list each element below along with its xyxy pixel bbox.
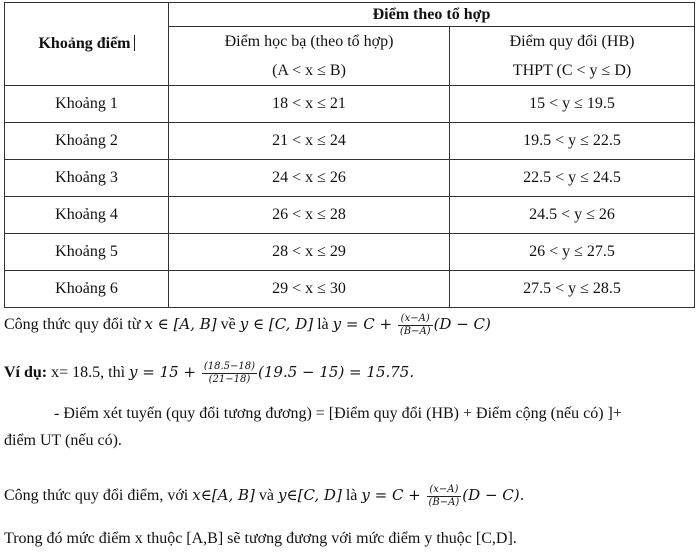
fraction bbox=[398, 313, 433, 338]
domain-x: x ∈ [A, B] bbox=[144, 315, 217, 334]
converted-header-line1: Điểm quy đổi (HB) bbox=[509, 33, 635, 50]
formula-la: là bbox=[313, 316, 333, 334]
thpt-cell: 24.5 < y ≤ 26 bbox=[450, 197, 695, 234]
hb-cell: 29 < x ≤ 30 bbox=[169, 271, 450, 308]
fraction bbox=[427, 484, 462, 509]
table-row bbox=[5, 123, 695, 160]
formula-mid: và bbox=[254, 487, 279, 505]
hb-cell: 18 < x ≤ 21 bbox=[169, 86, 450, 123]
fraction bbox=[202, 361, 257, 386]
hb-score-header bbox=[169, 27, 450, 86]
hb-cell: 26 < x ≤ 28 bbox=[169, 197, 450, 234]
converted-header-line2: THPT (C < y ≤ D) bbox=[512, 62, 632, 79]
range-cell: Khoảng 3 bbox=[5, 160, 169, 197]
thpt-cell: 26 < y ≤ 27.5 bbox=[450, 234, 695, 271]
fraction-denominator: (21−18) bbox=[208, 374, 251, 385]
text-cursor bbox=[134, 35, 135, 51]
example-lhs: y = 15 + bbox=[129, 363, 201, 382]
table-row bbox=[5, 160, 695, 197]
domain-y: y ∈ [C, D] bbox=[239, 315, 314, 334]
hb-cell: 24 < x ≤ 26 bbox=[169, 160, 450, 197]
note-line-1: - Điểm xét tuyển (quy đổi tương đương) = [Điểm quy đổi (HB) + Điểm cộng (nếu có) ]+ bbox=[54, 405, 622, 422]
range-cell: Khoảng 1 bbox=[5, 86, 169, 123]
formula-mid: về bbox=[216, 316, 240, 334]
table-row bbox=[5, 86, 695, 123]
formula-prefix: Công thức quy đổi từ bbox=[4, 316, 145, 334]
thpt-cell: 15 < y ≤ 19.5 bbox=[450, 86, 695, 123]
range-cell: Khoảng 5 bbox=[5, 234, 169, 271]
fraction-denominator: (B−A) bbox=[428, 497, 460, 508]
fraction-denominator: (B−A) bbox=[399, 326, 431, 337]
range-cell: Khoảng 2 bbox=[5, 123, 169, 160]
formula-lhs: y = C + bbox=[332, 315, 397, 334]
closing-sentence: Trong đó mức điểm x thuộc [A,B] sẽ tương đương với mức điểm y thuộc [C,D]. bbox=[4, 530, 517, 547]
example-text: x= 18.5, thì bbox=[47, 364, 130, 382]
example-line bbox=[4, 361, 414, 386]
table-row bbox=[5, 271, 695, 308]
table-row bbox=[5, 197, 695, 234]
domain-y: y∈[C, D] bbox=[278, 486, 342, 505]
fraction-numerator: (x−A) bbox=[427, 484, 462, 497]
hb-cell: 21 < x ≤ 24 bbox=[169, 123, 450, 160]
conversion-formula bbox=[4, 313, 491, 338]
table-row bbox=[5, 234, 695, 271]
example-rhs: (19.5 − 15) = 15.75. bbox=[258, 363, 415, 382]
thpt-cell: 27.5 < y ≤ 28.5 bbox=[450, 271, 695, 308]
formula-rhs: (D − C). bbox=[462, 486, 525, 505]
thpt-cell: 19.5 < y ≤ 22.5 bbox=[450, 123, 695, 160]
domain-x: x∈[A, B] bbox=[192, 486, 255, 505]
formula-prefix: Công thức quy đổi điểm, với bbox=[4, 487, 193, 505]
example-label: Ví dụ: bbox=[4, 364, 48, 382]
formula-lhs: y = C + bbox=[361, 486, 426, 505]
formula-la: là bbox=[341, 487, 362, 505]
conversion-formula-2 bbox=[4, 484, 524, 509]
thpt-cell: 22.5 < y ≤ 24.5 bbox=[450, 160, 695, 197]
range-cell: Khoảng 4 bbox=[5, 197, 169, 234]
range-cell: Khoảng 6 bbox=[5, 271, 169, 308]
conversion-table bbox=[4, 2, 695, 308]
note-line-2: điểm UT (nếu có). bbox=[4, 432, 122, 449]
fraction-numerator: (18.5−18) bbox=[203, 361, 255, 372]
range-header: Khoảng điểm bbox=[5, 3, 169, 86]
fraction-numerator: (x−A) bbox=[398, 313, 433, 326]
formula-rhs: (D − C) bbox=[433, 315, 491, 334]
hb-cell: 28 < x ≤ 29 bbox=[169, 234, 450, 271]
hb-header-line2: (A < x ≤ B) bbox=[272, 62, 346, 79]
hb-header-line1: Điểm học bạ (theo tổ hợp) bbox=[224, 33, 394, 50]
converted-score-header bbox=[450, 27, 695, 86]
group-header: Điểm theo tổ hợp bbox=[169, 3, 695, 27]
